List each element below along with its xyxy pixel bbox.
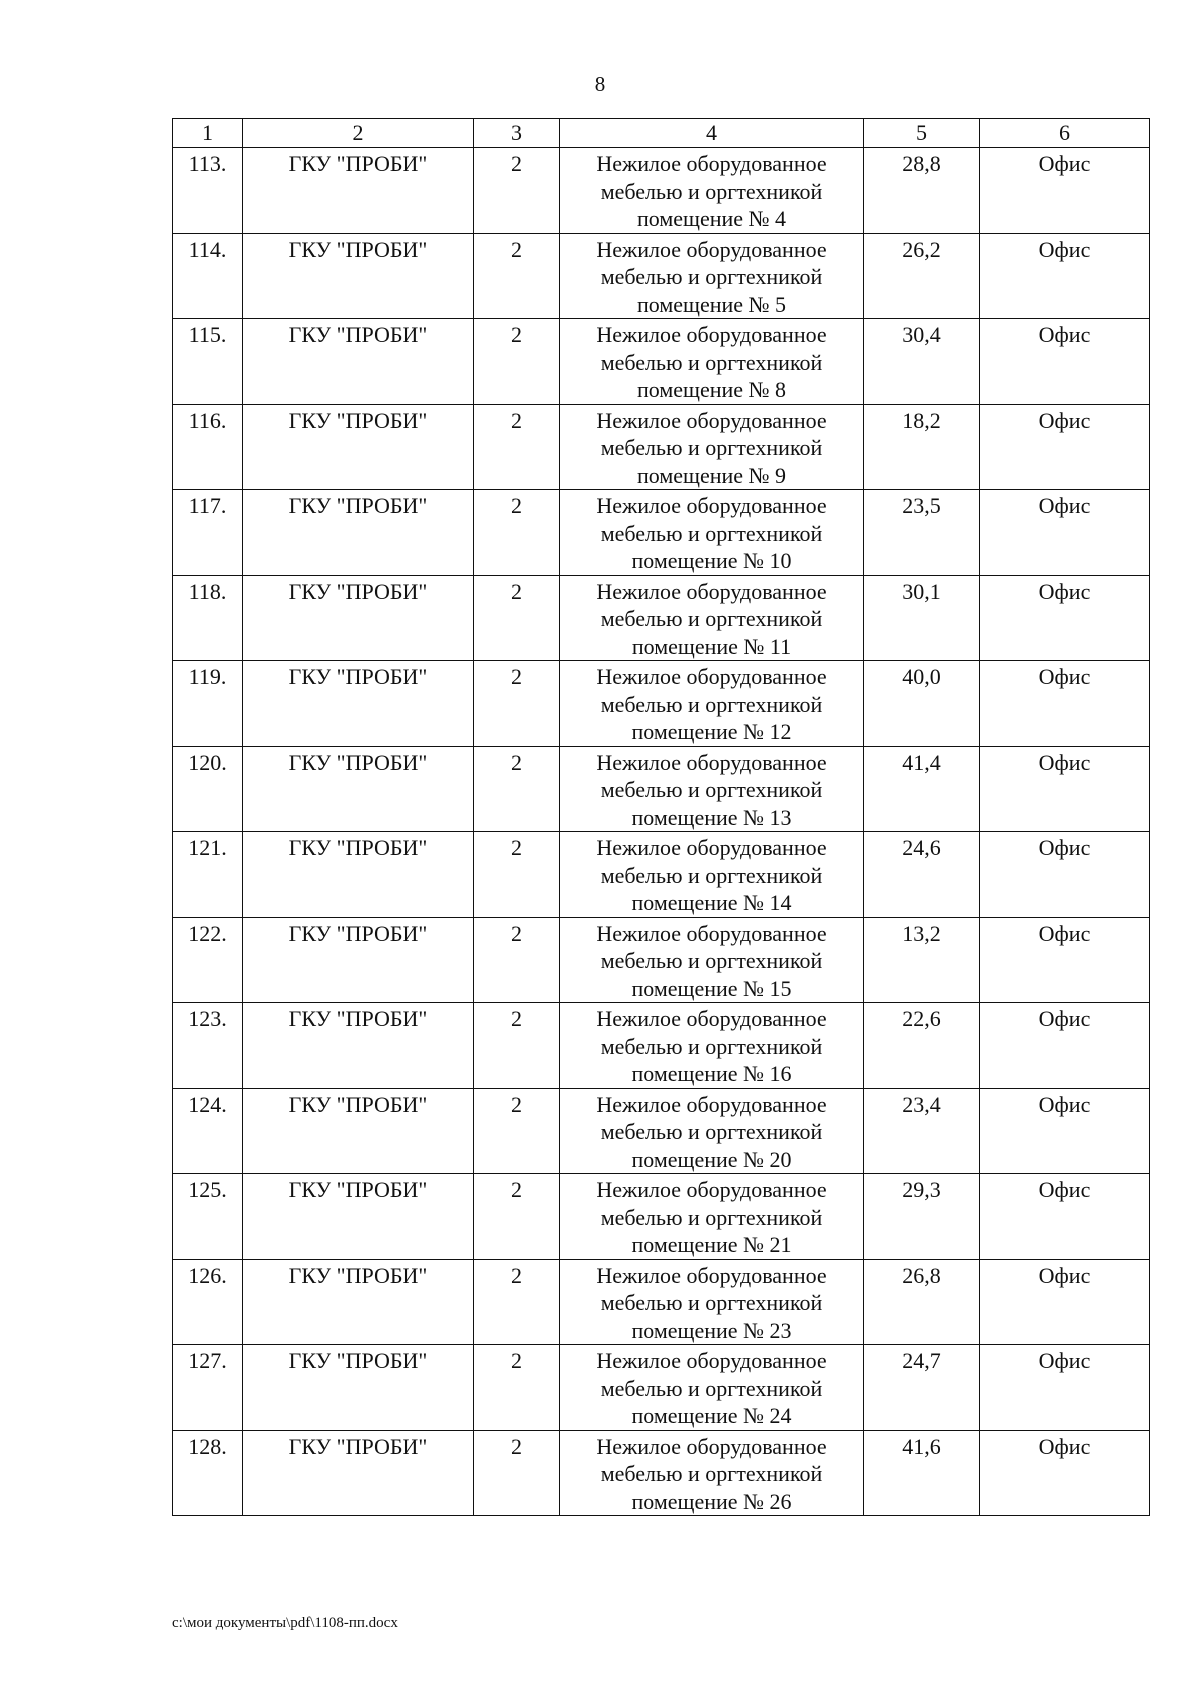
column-header-1: 1 xyxy=(173,119,243,148)
row-number-cell: 123. xyxy=(173,1003,243,1089)
description-line: Нежилое оборудованное xyxy=(596,407,827,433)
column-header-4: 4 xyxy=(560,119,864,148)
description-line: Нежилое оборудованное xyxy=(596,1262,827,1288)
table-row xyxy=(173,1345,1150,1431)
description-line: Нежилое оборудованное xyxy=(596,1348,827,1373)
table-row xyxy=(173,1259,1150,1345)
description-line: мебелью и оргтехникой xyxy=(600,1290,823,1315)
description-line: мебелью и оргтехникой xyxy=(600,435,823,460)
description-line: мебелью и оргтехникой xyxy=(600,606,823,631)
floor-cell: 2 xyxy=(474,1345,560,1431)
page-number: 8 xyxy=(594,72,606,96)
floor-cell: 2 xyxy=(474,404,560,490)
organization-cell: ГКУ "ПРОБИ" xyxy=(243,490,474,576)
organization-cell: ГКУ "ПРОБИ" xyxy=(243,746,474,832)
usage-cell: Офис xyxy=(980,1174,1150,1260)
row-number-cell: 124. xyxy=(173,1088,243,1174)
description-cell xyxy=(560,233,864,319)
floor-cell: 2 xyxy=(474,575,560,661)
row-number-cell: 120. xyxy=(173,746,243,832)
floor-cell: 2 xyxy=(474,917,560,1003)
area-cell: 24,6 xyxy=(864,832,980,918)
floor-cell: 2 xyxy=(474,1430,560,1516)
description-cell xyxy=(560,1088,864,1174)
row-number-cell: 118. xyxy=(173,575,243,661)
organization-cell: ГКУ "ПРОБИ" xyxy=(243,832,474,918)
row-number-cell: 116. xyxy=(173,404,243,490)
floor-cell: 2 xyxy=(474,1174,560,1260)
row-number-cell: 128. xyxy=(173,1430,243,1516)
description-cell xyxy=(560,1174,864,1260)
column-header-2: 2 xyxy=(243,119,474,148)
usage-cell: Офис xyxy=(980,233,1150,319)
table-row xyxy=(173,746,1150,832)
floor-cell: 2 xyxy=(474,1003,560,1089)
description-cell xyxy=(560,1345,864,1431)
column-header-6: 6 xyxy=(980,119,1150,148)
floor-cell: 2 xyxy=(474,746,560,832)
description-cell xyxy=(560,661,864,747)
description-line: Нежилое оборудованное xyxy=(596,1006,827,1031)
usage-cell: Офис xyxy=(980,575,1150,661)
row-number-cell: 122. xyxy=(173,917,243,1003)
description-line: помещение № 23 xyxy=(631,1317,792,1343)
row-number-cell: 126. xyxy=(173,1259,243,1345)
description-cell xyxy=(560,1259,864,1345)
description-line: Нежилое оборудованное xyxy=(596,151,827,176)
floor-cell: 2 xyxy=(474,148,560,234)
description-line: Нежилое оборудованное xyxy=(596,236,827,262)
area-cell: 30,1 xyxy=(864,575,980,661)
floor-cell: 2 xyxy=(474,233,560,319)
table-row xyxy=(173,404,1150,490)
area-cell: 22,6 xyxy=(864,1003,980,1089)
organization-cell: ГКУ "ПРОБИ" xyxy=(243,1345,474,1431)
description-line: помещение № 12 xyxy=(631,719,792,744)
row-number-cell: 115. xyxy=(173,319,243,405)
description-cell xyxy=(560,1003,864,1089)
description-cell xyxy=(560,832,864,918)
organization-cell: ГКУ "ПРОБИ" xyxy=(243,404,474,490)
description-line: Нежилое оборудованное xyxy=(596,920,827,946)
description-line: Нежилое оборудованное xyxy=(596,749,827,775)
description-line: помещение № 4 xyxy=(636,206,787,231)
description-cell xyxy=(560,917,864,1003)
description-line: помещение № 26 xyxy=(631,1488,792,1514)
table-row xyxy=(173,148,1150,234)
description-line: мебелью и оргтехникой xyxy=(600,178,823,204)
row-number-cell: 121. xyxy=(173,832,243,918)
description-line: Нежилое оборудованное xyxy=(596,493,827,518)
description-line: помещение № 13 xyxy=(631,804,792,830)
description-line: мебелью и оргтехникой xyxy=(600,1375,823,1401)
floor-cell: 2 xyxy=(474,832,560,918)
description-cell xyxy=(560,1430,864,1516)
description-line: Нежилое оборудованное xyxy=(596,664,827,689)
usage-cell: Офис xyxy=(980,148,1150,234)
usage-cell: Офис xyxy=(980,404,1150,490)
description-line: мебелью и оргтехникой xyxy=(600,1204,823,1230)
usage-cell: Офис xyxy=(980,319,1150,405)
row-number-cell: 127. xyxy=(173,1345,243,1431)
area-cell: 26,8 xyxy=(864,1259,980,1345)
organization-cell: ГКУ "ПРОБИ" xyxy=(243,319,474,405)
organization-cell: ГКУ "ПРОБИ" xyxy=(243,575,474,661)
area-cell: 24,7 xyxy=(864,1345,980,1431)
area-cell: 18,2 xyxy=(864,404,980,490)
usage-cell: Офис xyxy=(980,917,1150,1003)
description-line: Нежилое оборудованное xyxy=(596,1433,827,1459)
organization-cell: ГКУ "ПРОБИ" xyxy=(243,1174,474,1260)
description-line: мебелью и оргтехникой xyxy=(600,948,823,973)
description-line: мебелью и оргтехникой xyxy=(600,1461,823,1486)
description-line: помещение № 20 xyxy=(631,1146,792,1172)
usage-cell: Офис xyxy=(980,832,1150,918)
footer-file-path: c:\мои документы\pdf\1108-пп.docx xyxy=(172,1615,398,1631)
description-line: помещение № 5 xyxy=(636,291,787,317)
floor-cell: 2 xyxy=(474,1088,560,1174)
organization-cell: ГКУ "ПРОБИ" xyxy=(243,1003,474,1089)
area-cell: 29,3 xyxy=(864,1174,980,1260)
description-line: мебелью и оргтехникой xyxy=(600,691,823,717)
floor-cell: 2 xyxy=(474,661,560,747)
usage-cell: Офис xyxy=(980,490,1150,576)
description-line: помещение № 24 xyxy=(631,1403,792,1428)
table-row xyxy=(173,490,1150,576)
table-row xyxy=(173,1088,1150,1174)
description-line: помещение № 11 xyxy=(631,633,792,659)
floor-cell: 2 xyxy=(474,1259,560,1345)
description-line: мебелью и оргтехникой xyxy=(600,349,823,375)
area-cell: 30,4 xyxy=(864,319,980,405)
row-number-cell: 117. xyxy=(173,490,243,576)
description-line: помещение № 14 xyxy=(631,890,792,915)
description-line: помещение № 21 xyxy=(631,1232,792,1257)
description-line: Нежилое оборудованное xyxy=(596,322,827,347)
usage-cell: Офис xyxy=(980,661,1150,747)
description-line: мебелью и оргтехникой xyxy=(600,1119,823,1144)
area-cell: 13,2 xyxy=(864,917,980,1003)
row-number-cell: 114. xyxy=(173,233,243,319)
usage-cell: Офис xyxy=(980,1345,1150,1431)
description-line: Нежилое оборудованное xyxy=(596,578,827,604)
description-line: помещение № 16 xyxy=(631,1061,792,1086)
description-cell xyxy=(560,575,864,661)
description-line: помещение № 10 xyxy=(631,548,792,573)
description-cell xyxy=(560,490,864,576)
organization-cell: ГКУ "ПРОБИ" xyxy=(243,917,474,1003)
column-header-3: 3 xyxy=(474,119,560,148)
description-line: мебелью и оргтехникой xyxy=(600,264,823,289)
area-cell: 23,4 xyxy=(864,1088,980,1174)
area-cell: 26,2 xyxy=(864,233,980,319)
organization-cell: ГКУ "ПРОБИ" xyxy=(243,233,474,319)
table-row xyxy=(173,233,1150,319)
description-line: мебелью и оргтехникой xyxy=(600,777,823,802)
usage-cell: Офис xyxy=(980,1003,1150,1089)
description-line: помещение № 9 xyxy=(636,462,787,488)
area-cell: 41,6 xyxy=(864,1430,980,1516)
description-line: мебелью и оргтехникой xyxy=(600,1033,823,1059)
area-cell: 23,5 xyxy=(864,490,980,576)
description-cell xyxy=(560,404,864,490)
floor-cell: 2 xyxy=(474,490,560,576)
usage-cell: Офис xyxy=(980,746,1150,832)
table-body xyxy=(173,148,1150,1516)
table-row xyxy=(173,832,1150,918)
table-row xyxy=(173,319,1150,405)
column-header-5: 5 xyxy=(864,119,980,148)
area-cell: 41,4 xyxy=(864,746,980,832)
description-line: помещение № 8 xyxy=(636,377,787,402)
organization-cell: ГКУ "ПРОБИ" xyxy=(243,148,474,234)
area-cell: 28,8 xyxy=(864,148,980,234)
usage-cell: Офис xyxy=(980,1259,1150,1345)
table-row xyxy=(173,917,1150,1003)
organization-cell: ГКУ "ПРОБИ" xyxy=(243,661,474,747)
table-header-row xyxy=(173,119,1150,148)
description-line: Нежилое оборудованное xyxy=(596,1091,827,1117)
row-number-cell: 125. xyxy=(173,1174,243,1260)
organization-cell: ГКУ "ПРОБИ" xyxy=(243,1259,474,1345)
description-line: Нежилое оборудованное xyxy=(596,835,827,860)
description-line: помещение № 15 xyxy=(631,975,792,1001)
table-row xyxy=(173,1174,1150,1260)
floor-cell: 2 xyxy=(474,319,560,405)
table-row xyxy=(173,1003,1150,1089)
table-row xyxy=(173,575,1150,661)
area-cell: 40,0 xyxy=(864,661,980,747)
organization-cell: ГКУ "ПРОБИ" xyxy=(243,1430,474,1516)
description-line: мебелью и оргтехникой xyxy=(600,862,823,888)
description-cell xyxy=(560,319,864,405)
description-line: мебелью и оргтехникой xyxy=(600,520,823,546)
usage-cell: Офис xyxy=(980,1088,1150,1174)
description-cell xyxy=(560,148,864,234)
premises-table xyxy=(172,118,1150,1516)
row-number-cell: 119. xyxy=(173,661,243,747)
row-number-cell: 113. xyxy=(173,148,243,234)
table-row xyxy=(173,1430,1150,1516)
usage-cell: Офис xyxy=(980,1430,1150,1516)
description-cell xyxy=(560,746,864,832)
table-row xyxy=(173,661,1150,747)
description-line: Нежилое оборудованное xyxy=(596,1177,827,1202)
organization-cell: ГКУ "ПРОБИ" xyxy=(243,1088,474,1174)
